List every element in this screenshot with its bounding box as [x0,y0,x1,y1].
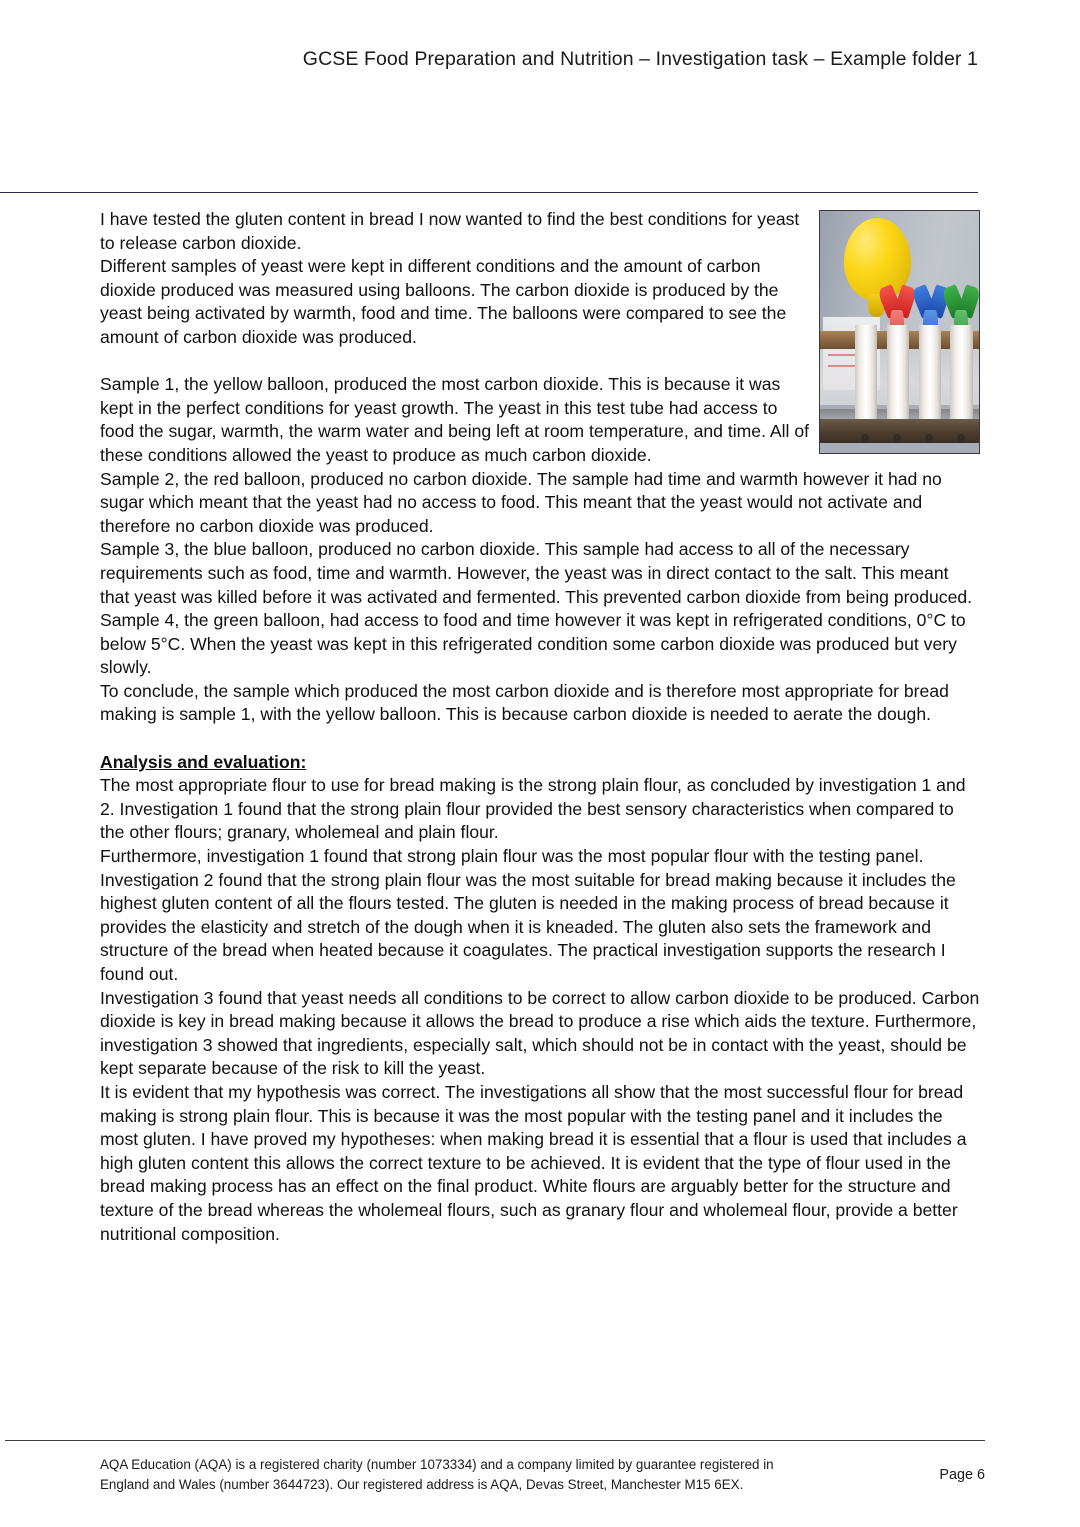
footer-divider-rule [5,1440,985,1441]
test-tube-3-foot [925,434,933,444]
test-tube-1 [855,325,877,431]
paragraph-method: Different samples of yeast were kept in different conditions and the amount of carbon dioxide produced was measured using balloons. The carbon dioxide is produced by the yeast being activated by warmth, food and time. The balloons were compared to see the amount of carbon dioxide was produced. [100,256,787,347]
analysis-paragraph-2: Furthermore, investigation 1 found that strong plain flour was the most popular flour with the testing panel. Investigation 2 found that the strong plain flour was the most suitable for bread making because it includes the highest gluten content of all the flours tested. The gluten is needed in the making process of bread because it provides the elasticity and stretch of the dough when it is kneaded. The gluten also sets the framework and structure of the bread when heated because it coagulates. The practical investigation supports the research I found out. [100,846,956,984]
paragraph-intro: I have tested the gluten content in bread I now wanted to find the best conditions for yeast to release carbon dioxide. [100,209,800,253]
test-tube-4-foot [957,434,965,444]
footer-legal-line-1: AQA Education (AQA) is a registered charity (number 1073334) and a company limited by guarantee registered in [100,1457,774,1472]
section-heading-analysis-and-evaluation: Analysis and evaluation: [100,751,307,772]
test-tube-3 [919,325,941,431]
paragraph-spacer-2 [100,727,980,751]
analysis-paragraph-1: The most appropriate flour to use for bread making is the strong plain flour, as concluded by investigation 1 and 2. Investigation 1 found that the strong plain flour provided the best sensory characteristics when compared to the other flours; granary, wholemeal and plain flour. [100,775,966,843]
analysis-paragraph-3: Investigation 3 found that yeast needs all conditions to be correct to allow carbon dioxide to be produced. Carbon dioxide is key in bread making because it allows the bread to produce a rise which aids the texture. Furthermore, investigation 3 showed that ingredients, especially salt, which should not be in contact with the yeast, should be kept separate because of the risk to kill the yeast. [100,987,980,1079]
footer-legal-text [100,1455,820,1495]
paragraph-sample-3: Sample 3, the blue balloon, produced no carbon dioxide. This sample had access to all of the necessary requirements such as food, time and warmth. However, the yeast was in direct contact to the salt. This meant that yeast was killed before it was activated and fermented. This prevented carbon dioxide from being produced. [100,539,973,607]
test-tube-2 [887,325,909,431]
section-heading-wrapper [100,751,980,775]
page-footer [100,1455,985,1495]
test-tube-4 [950,325,972,431]
paragraph-sample-2: Sample 2, the red balloon, produced no carbon dioxide. The sample had time and warmth however it had no sugar which meant that the yeast had no access to food. This meant that the yeast would not activate and therefore no carbon dioxide was produced. [100,468,942,536]
page-header: GCSE Food Preparation and Nutrition – Investigation task – Example folder 1 [302,48,978,70]
analysis-paragraph-4: It is evident that my hypothesis was correct. The investigations all show that the most successful flour for bread making is strong plain flour. This is because it was the most popular with the testing panel and it includes the most gluten. I have proved my hypotheses: when making bread it is essential that a flour is used that includes a high gluten content this allows the correct texture to be achieved. It is evident that the type of flour used in the bread making process has an effect on the final product. White flours are arguably better for the structure and texture of the bread whereas the wholemeal flours, such as granary flour and wholemeal flour, provide a better nutritional composition. [100,1081,967,1244]
document-body [100,208,980,1246]
test-tube-rack-with-balloons-photo [819,210,980,454]
paragraph-sample-4: Sample 4, the green balloon, had access to food and time however it was kept in refrigerated conditions, 0°C to below 5°C. When the yeast was kept in this refrigerated condition some carbon dioxide was produced but very slowly. [100,610,966,678]
paragraph-sample-1: Sample 1, the yellow balloon, produced the most carbon dioxide. This is because it was kept in the perfect conditions for yeast growth. The yeast in this test tube had access to food the sugar, warmth, the warm water and being left at room temperature, and time. All of these conditions allowed the yeast to produce as much carbon dioxide. [100,374,809,465]
paragraph-conclusion: To conclude, the sample which produced the most carbon dioxide and is therefore most appropriate for bread making is sample 1, with the yellow balloon. This is because carbon dioxide is needed to aerate the dough. [100,680,949,725]
footer-legal-line-2: England and Wales (number 3644723). Our registered address is AQA, Devas Street, Manchester M15 6EX. [100,1477,744,1492]
page-number: Page 6 [939,1467,985,1483]
header-divider-rule [0,192,978,193]
